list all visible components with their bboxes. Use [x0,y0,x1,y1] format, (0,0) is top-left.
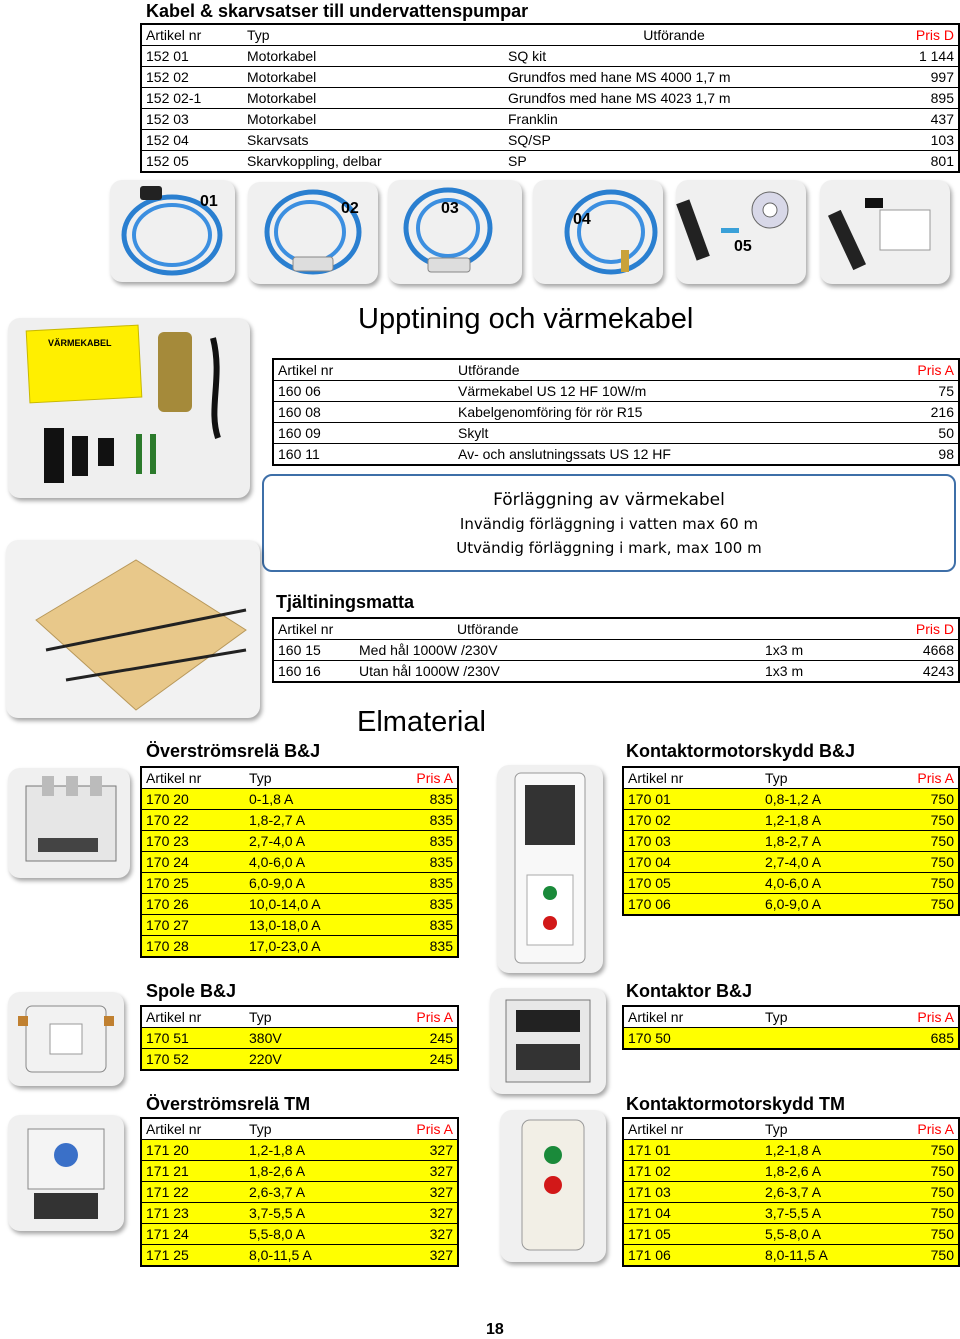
cell-pris: 245 [429,1051,453,1067]
cell-artikel: 171 05 [628,1226,671,1242]
cell-utforande: Grundfos med hane MS 4023 1,7 m [508,90,731,106]
table-row [623,1161,959,1182]
col-pris: Pris A [416,770,453,786]
table-row [141,1245,458,1267]
col-utforande: Utförande [458,362,520,378]
col-artikelnr: Artikel nr [628,1009,684,1025]
cell-utforande: Skylt [458,425,489,441]
cell-pris: 750 [930,875,954,891]
cell-pris: 835 [429,938,453,954]
cell-artikel: 170 24 [146,854,189,870]
cell-pris: 750 [930,833,954,849]
col-pris: Pris D [915,621,954,637]
cell-typ: 2,6-3,7 A [249,1184,306,1200]
col-artikelnr: Artikel nr [628,770,684,786]
cell-pris: 1 144 [918,48,954,64]
cell-pris: 216 [930,404,954,420]
cell-pris: 327 [429,1142,453,1158]
cell-pris: 4668 [922,642,954,658]
table-row [141,852,458,873]
info-title: Förläggning av värmekabel [493,490,725,510]
table-row [273,661,959,683]
cell-typ: 4,0-6,0 A [249,854,306,870]
table-row [623,894,959,916]
table-row [623,852,959,873]
cell-typ: 380V [249,1030,282,1046]
cell-pris: 801 [930,153,954,169]
cell-artikel: 170 22 [146,812,189,828]
cell-pris: 750 [930,791,954,807]
cell-pris: 685 [930,1030,954,1046]
table-row [141,831,458,852]
table-row [141,873,458,894]
table-row [141,789,458,810]
cell-artikel: 171 02 [628,1163,671,1179]
cell-pris: 750 [930,812,954,828]
cell-artikel: 170 25 [146,875,189,891]
col-utforande: Utförande [643,27,705,43]
cell-utforande: SQ kit [508,48,547,64]
photo-label: 01 [200,193,218,210]
col-typ: Typ [765,1009,788,1025]
cell-utforande: Av- och anslutningssats US 12 HF [458,446,671,462]
cell-artikel: 160 09 [278,425,321,441]
cell-artikel: 170 06 [628,896,671,912]
cell-artikel: 152 04 [146,132,189,148]
cell-typ: 4,0-6,0 A [765,875,822,891]
cell-pris: 835 [429,896,453,912]
table-kabel [140,23,960,173]
cell-artikel: 171 20 [146,1142,189,1158]
col-artikelnr: Artikel nr [146,770,202,786]
cell-utforande: Utan hål 1000W /230V [359,663,500,679]
col-pris: Pris A [416,1009,453,1025]
table-row [141,1161,458,1182]
cell-pris: 835 [429,875,453,891]
table-row [141,1028,458,1049]
cell-artikel: 170 28 [146,938,189,954]
cell-pris: 835 [429,833,453,849]
col-artikelnr: Artikel nr [628,1121,684,1137]
cell-artikel: 160 16 [278,663,321,679]
cell-artikel: 160 15 [278,642,321,658]
cell-typ: 8,0-11,5 A [249,1247,312,1263]
cell-pris: 750 [930,854,954,870]
col-pris: Pris A [917,1009,954,1025]
cell-utforande: Franklin [508,111,558,127]
motor-starter-icon [500,1110,606,1262]
table-row [141,46,959,67]
table-row [141,109,959,130]
cell-typ: 13,0-18,0 A [249,917,321,933]
cell-typ: 1,2-1,8 A [765,812,822,828]
cell-typ: Motorkabel [247,48,317,64]
cell-typ: 3,7-5,5 A [765,1205,822,1221]
col-typ: Typ [765,1121,788,1137]
section-title-kontaktor-bj: Kontaktor B&J [626,981,753,1001]
cell-artikel: 170 26 [146,896,189,912]
cell-pris: 327 [429,1163,453,1179]
table-row [141,810,458,831]
col-typ: Typ [249,1121,272,1137]
photo-skarvsats [676,180,806,284]
sign-title: VÄRMEKABEL [48,338,112,348]
section-title-tjaltiningsmatta: Tjältiningsmatta [276,592,415,612]
cell-pris: 750 [930,896,954,912]
photo-kontaktor-bj [490,988,606,1094]
photo-spole-bj [8,992,124,1086]
table-row [141,130,959,151]
table-row [141,936,458,958]
table-row [623,1182,959,1203]
table-overstromsrela-bj [140,766,459,958]
cell-artikel: 171 03 [628,1184,671,1200]
cell-typ: Motorkabel [247,90,317,106]
table-varmekabel [272,358,960,466]
section-title-spole-bj: Spole B&J [146,981,237,1001]
col-pris: Pris A [917,1121,954,1137]
cell-pris: 835 [429,917,453,933]
cell-artikel: 170 27 [146,917,189,933]
cell-pris: 4243 [922,663,954,679]
cell-typ: Skarvkoppling, delbar [247,153,382,169]
cell-pris: 75 [938,383,954,399]
table-kontaktormotorskydd-bj [622,766,960,916]
col-blank [761,618,861,640]
cell-artikel: 152 01 [146,48,189,64]
thaw-mat-icon [6,540,260,718]
cell-artikel: 152 02 [146,69,189,85]
col-utforande: Utförande [457,621,519,637]
info-line-invandig: Invändig förläggning i vatten max 60 m [459,515,759,533]
photo-kontaktormotorskydd-tm [500,1110,606,1262]
col-pris: Pris A [416,1121,453,1137]
table-row [141,1203,458,1224]
cell-artikel: 160 11 [278,446,320,462]
col-typ: Typ [765,770,788,786]
cell-pris: 327 [429,1205,453,1221]
cell-typ: 0,8-1,2 A [765,791,822,807]
cell-pris: 98 [938,446,954,462]
cell-typ: 5,5-8,0 A [765,1226,822,1242]
cell-artikel: 171 01 [628,1142,671,1158]
cell-utforande: SP [508,153,527,169]
cell-artikel: 170 23 [146,833,189,849]
table-row [623,810,959,831]
cell-artikel: 171 06 [628,1247,671,1263]
table-row [141,915,458,936]
table-row [623,873,959,894]
cell-typ: 1,2-1,8 A [249,1142,306,1158]
cell-pris: 50 [938,425,954,441]
photo-label: 05 [734,238,752,255]
section-title-overstromsrela-tm: Överströmsrelä TM [146,1094,311,1114]
cell-artikel: 171 24 [146,1226,189,1242]
info-box-forlaggning [262,474,956,572]
photo-overstromsrela-tm [8,1115,124,1231]
col-typ: Typ [247,27,270,43]
table-row [273,381,959,402]
cell-artikel: 170 52 [146,1051,189,1067]
cell-typ: 1,8-2,6 A [249,1163,306,1179]
cell-artikel: 170 20 [146,791,189,807]
cell-pris: 750 [930,1142,954,1158]
coil-icon [8,992,124,1086]
cell-artikel: 170 51 [146,1030,189,1046]
cell-typ: 0-1,8 A [249,791,294,807]
photo-overstromsrela-bj [8,768,130,878]
cell-typ: Skarvsats [247,132,309,148]
cell-artikel: 171 22 [146,1184,189,1200]
cell-typ: 17,0-23,0 A [249,938,321,954]
table-kontaktormotorskydd-tm [622,1117,960,1267]
cell-artikel: 171 04 [628,1205,671,1221]
cell-typ: 2,6-3,7 A [765,1184,822,1200]
cell-typ: 1,8-2,7 A [765,833,822,849]
cell-pris: 750 [930,1184,954,1200]
photo-label: 03 [441,200,459,217]
col-typ: Typ [249,770,272,786]
col-artikelnr: Artikel nr [278,621,334,637]
cell-storlek: 1x3 m [765,663,804,679]
page-number: 18 [486,1321,504,1338]
motor-starter-icon [497,765,603,973]
cell-pris: 327 [429,1184,453,1200]
cable-coil-icon [388,180,522,284]
cell-typ: 1,8-2,6 A [765,1163,822,1179]
relay-icon [8,768,130,878]
cell-pris: 835 [429,854,453,870]
photo-label: 04 [573,211,591,228]
cell-artikel: 170 03 [628,833,671,849]
cable-coil-icon [533,180,663,284]
cell-typ: 5,5-8,0 A [249,1226,306,1242]
cell-typ: 10,0-14,0 A [249,896,321,912]
table-row [141,894,458,915]
cell-artikel: 152 03 [146,111,189,127]
cell-pris: 750 [930,1247,954,1263]
photo-skarvkoppling [820,180,950,284]
cell-typ: 2,7-4,0 A [765,854,822,870]
cell-utforande: Kabelgenomföring för rör R15 [458,404,643,420]
cell-artikel: 170 04 [628,854,671,870]
table-overstromsrela-tm [140,1117,459,1267]
col-artikelnr: Artikel nr [146,1121,202,1137]
section-title-kontaktormotorskydd-bj: Kontaktormotorskydd B&J [626,741,856,761]
photo-tjaltiningsmatta [6,540,260,718]
table-row [141,1140,458,1161]
cell-typ: Motorkabel [247,69,317,85]
table-row [141,1224,458,1245]
cell-artikel: 171 23 [146,1205,189,1221]
table-row [623,1140,959,1161]
cell-artikel: 152 02-1 [146,90,202,106]
cell-pris: 103 [930,132,954,148]
coupling-kit-icon [820,180,950,284]
cell-pris: 245 [429,1030,453,1046]
cell-artikel: 152 05 [146,153,189,169]
cell-artikel: 160 08 [278,404,321,420]
table-row [623,1203,959,1224]
table-row [273,640,959,661]
contactor-icon [490,988,606,1094]
cell-pris: 437 [930,111,954,127]
section-title-kontaktormotorskydd-tm: Kontaktormotorskydd TM [626,1094,846,1114]
cell-typ [761,1028,879,1050]
col-artikelnr: Artikel nr [278,362,334,378]
cell-pris: 750 [930,1163,954,1179]
photo-motorkabel-franklin [533,180,663,284]
info-line-utvandig: Utvändig förläggning i mark, max 100 m [456,539,762,557]
photo-label: 02 [341,200,359,217]
cell-pris: 997 [930,69,954,85]
table-spole-bj [140,1005,459,1071]
cell-artikel: 170 01 [628,791,671,807]
cell-utforande: Värmekabel US 12 HF 10W/m [458,383,647,399]
col-pris: Pris A [917,362,954,378]
cell-typ: 2,7-4,0 A [249,833,306,849]
cell-pris: 327 [429,1247,453,1263]
photo-varmekabel [8,318,250,498]
table-row [141,151,959,173]
table-kontaktor-bj [622,1005,960,1050]
cell-typ: 8,0-11,5 A [765,1247,828,1263]
relay-icon [8,1115,124,1231]
section-title-kabel: Kabel & skarvsatser till undervattenspumpar [146,1,529,21]
cell-typ: 1,8-2,7 A [249,812,306,828]
cell-typ: Motorkabel [247,111,317,127]
cable-coil-icon [248,182,378,284]
table-row [623,1224,959,1245]
cell-utforande: SQ/SP [508,132,551,148]
table-row [623,1245,959,1267]
cell-utforande: Grundfos med hane MS 4000 1,7 m [508,69,731,85]
section-title-overstromsrela-bj: Överströmsrelä B&J [146,741,321,761]
table-row [273,423,959,444]
cell-typ: 6,0-9,0 A [765,896,822,912]
cell-artikel: 171 21 [146,1163,189,1179]
heating-cable-kit-icon [8,318,250,498]
cell-artikel: 160 06 [278,383,321,399]
col-artikelnr: Artikel nr [146,1009,202,1025]
table-row [141,88,959,109]
section-title-elmaterial: Elmaterial [357,706,486,738]
table-row [141,1182,458,1203]
cell-typ: 220V [249,1051,282,1067]
table-row [623,831,959,852]
table-row [273,444,959,466]
splice-kit-icon [676,180,806,284]
cell-storlek: 1x3 m [765,642,804,658]
cell-typ: 1,2-1,8 A [765,1142,822,1158]
section-title-upptining: Upptining och värmekabel [358,303,694,335]
cell-pris: 750 [930,1205,954,1221]
cell-pris: 895 [930,90,954,106]
table-row [141,67,959,88]
table-row [141,1049,458,1071]
table-tjaltiningsmatta [272,617,960,683]
photo-motorkabel-ms4023 [388,180,522,284]
cell-pris: 835 [429,812,453,828]
table-row [273,402,959,423]
cell-artikel: 170 50 [628,1030,671,1046]
col-typ: Typ [249,1009,272,1025]
cell-artikel: 170 05 [628,875,671,891]
photo-motorkabel-ms4000 [248,182,378,284]
cell-typ: 3,7-5,5 A [249,1205,306,1221]
cell-pris: 835 [429,791,453,807]
table-row [623,789,959,810]
cell-artikel: 171 25 [146,1247,189,1263]
cell-artikel: 170 02 [628,812,671,828]
cell-typ: 6,0-9,0 A [249,875,306,891]
photo-kontaktormotorskydd-bj [497,765,603,973]
col-pris: Pris A [917,770,954,786]
col-pris: Pris D [915,27,954,43]
table-row [623,1028,959,1050]
cell-utforande: Med hål 1000W /230V [359,642,498,658]
cell-pris: 327 [429,1226,453,1242]
col-artikelnr: Artikel nr [146,27,202,43]
cell-pris: 750 [930,1226,954,1242]
